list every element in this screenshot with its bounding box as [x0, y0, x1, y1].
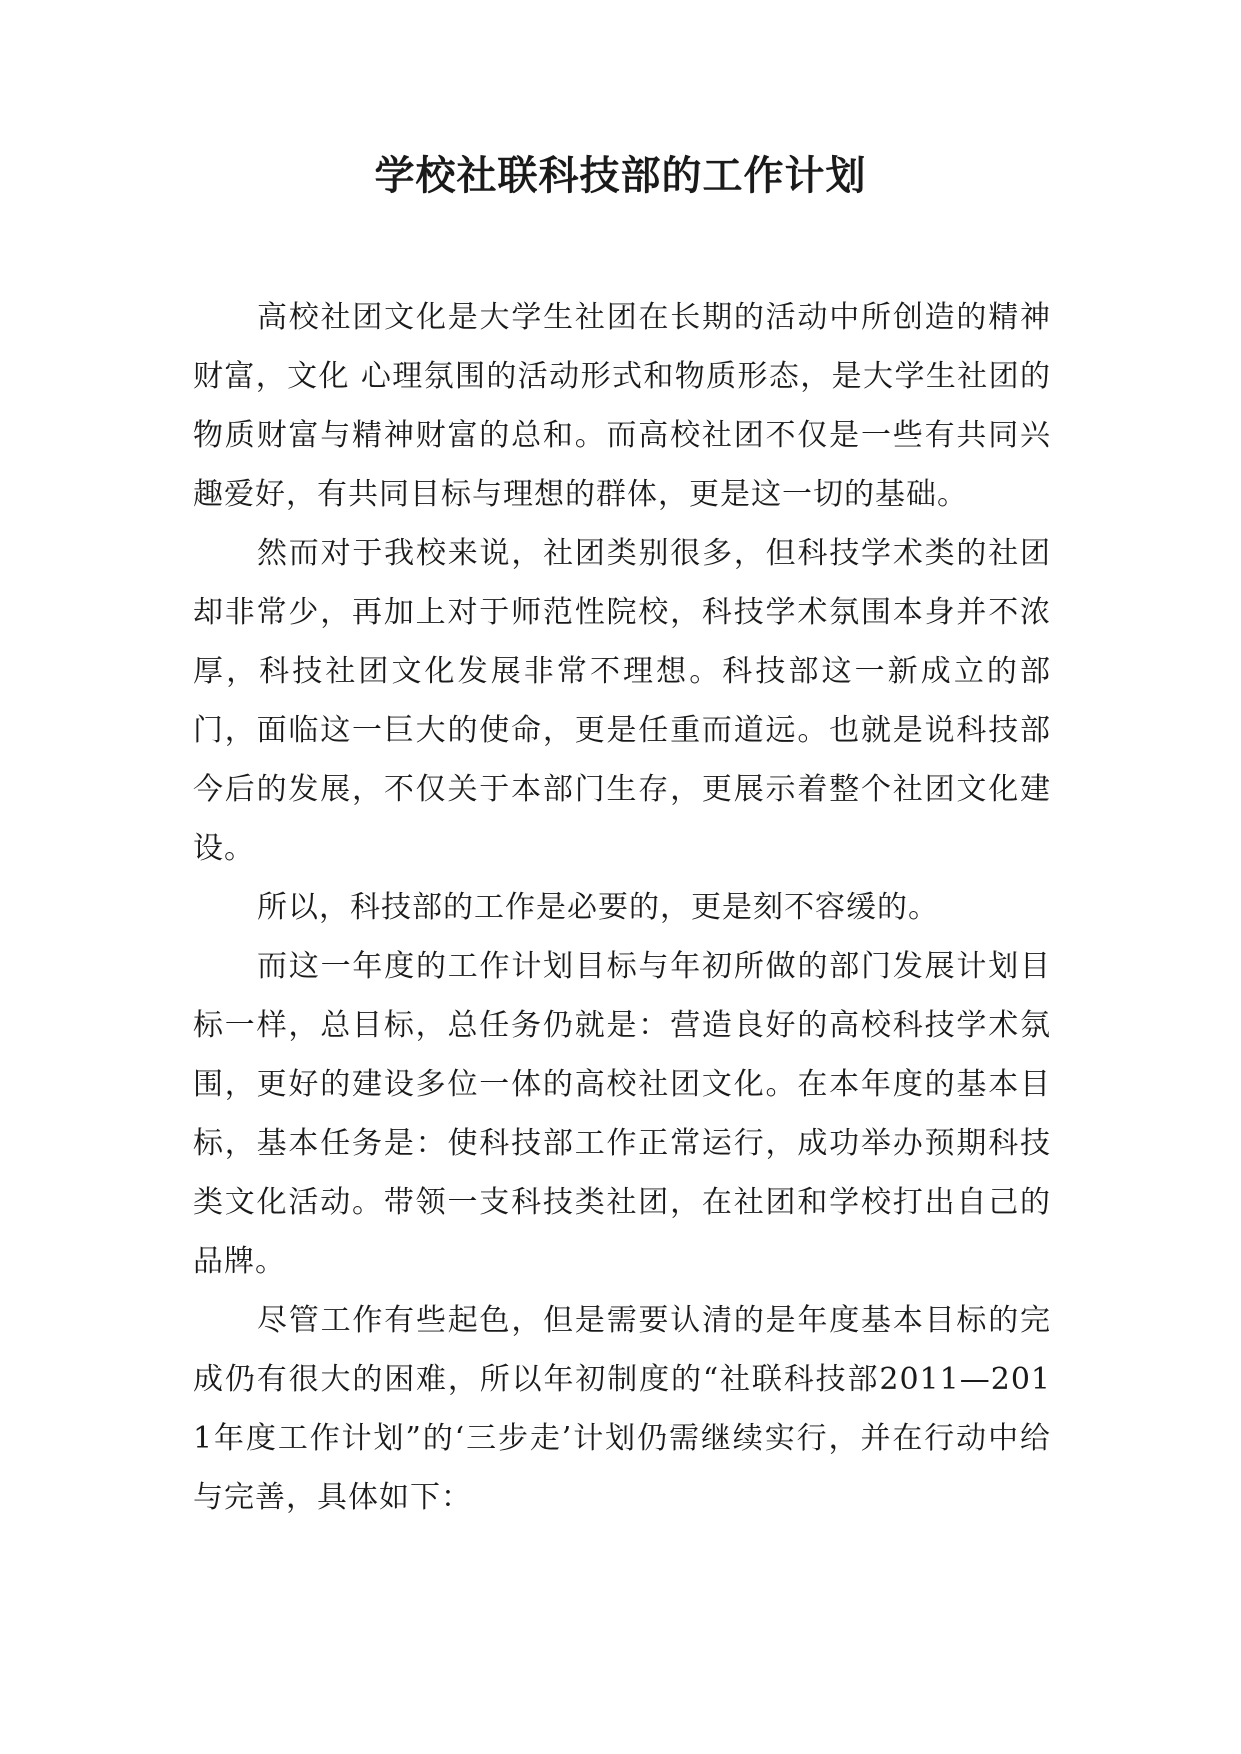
- document-title: 学校社联科技部的工作计划: [374, 152, 867, 199]
- paragraph-1: 高校社团文化是大学生社团在长期的活动中所创造的精神财富，文化 心理氛围的活动形式和物质形态，是大学生社团的物质财富与精神财富的总和。而高校社团不仅是一些有共同兴趣爱好，有共同目标与理想的群体，更是这一切的基础。: [193, 300, 1051, 512]
- paragraph-4: 而这一年度的工作计划目标与年初所做的部门发展计划目标一样，总目标，总任务仍就是：营造良好的高校科技学术氛围，更好的建设多位一体的高校社团文化。在本年度的基本目标，基本任务是：使科技部工作正常运行，成功举办预期科技类文化活动。带领一支科技类社团，在社团和学校打出自己的品牌。: [193, 949, 1051, 1279]
- paragraph-5: 尽管工作有些起色，但是需要认清的是年度基本目标的完成仍有很大的困难，所以年初制度的“社联科技部2011—2011年度工作计划”的‘三步走’计划仍需继续实行，并在行动中给与完善，具体如下：: [193, 1303, 1051, 1515]
- paragraph-3: 所以，科技部的工作是必要的，更是刻不容缓的。: [257, 890, 939, 925]
- paragraph-2: 然而对于我校来说，社团类别很多，但科技学术类的社团却非常少，再加上对于师范性院校，科技学术氛围本身并不浓厚，科技社团文化发展非常不理想。科技部这一新成立的部门，面临这一巨大的使命，更是任重而道远。也就是说科技部今后的发展，不仅关于本部门生存，更展示着整个社团文化建设。: [193, 536, 1051, 866]
- document-body: [193, 288, 1051, 1527]
